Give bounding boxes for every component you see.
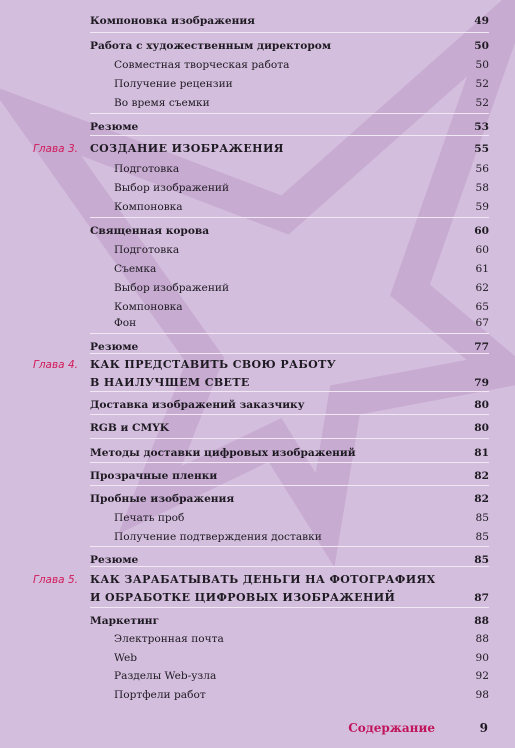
toc-separator [90, 485, 489, 486]
toc-entry-page: 77 [474, 341, 489, 353]
toc-entry-page: 60 [475, 244, 489, 256]
toc-entry-page: 85 [474, 554, 489, 566]
toc-chapter [0, 140, 515, 158]
toc-entry-title: Резюме [90, 121, 139, 133]
toc-separator [90, 414, 489, 415]
toc-entry-title: Маркетинг [90, 615, 160, 627]
toc-entry-page: 52 [475, 97, 489, 109]
toc-entry-page: 90 [475, 652, 489, 664]
toc-entry-page: 85 [475, 531, 489, 543]
toc-entry-title: Разделы Web-узла [114, 670, 217, 682]
toc-subentry [0, 509, 515, 527]
toc-entry-page: 81 [474, 447, 489, 459]
toc-entry-page: 79 [474, 377, 489, 389]
toc-entry-title: Методы доставки цифровых изображений [90, 447, 356, 459]
toc-chapter [0, 589, 515, 607]
toc-section [0, 444, 515, 462]
toc-section [0, 118, 515, 136]
toc-entry-title: Компоновка [114, 201, 183, 213]
toc-subentry [0, 260, 515, 278]
toc-subentry [0, 160, 515, 178]
toc-entry-page: 53 [474, 121, 489, 133]
toc-entry-page: 49 [474, 15, 489, 27]
toc-section [0, 612, 515, 630]
toc-entry-page: 50 [474, 40, 489, 52]
toc-entry-page: 67 [475, 317, 489, 329]
page-number: 9 [479, 721, 488, 735]
toc-separator [90, 607, 489, 608]
toc-subentry [0, 75, 515, 93]
toc-entry-page: 65 [475, 301, 489, 313]
toc-entry-title: Электронная почта [114, 633, 224, 645]
toc-entry-page: 98 [475, 689, 489, 701]
toc-entry-page: 59 [475, 201, 489, 213]
toc-entry-title: Компоновка [114, 301, 183, 313]
chapter-label: Глава 4. [33, 359, 78, 371]
toc-entry-title: Совместная творческая работа [114, 59, 290, 71]
toc-subentry [0, 179, 515, 197]
toc-entry-page: 55 [474, 143, 489, 155]
toc-section [0, 37, 515, 55]
toc-subentry [0, 198, 515, 216]
toc-entry-page: 61 [475, 263, 489, 275]
toc-entry-title: Подготовка [114, 244, 180, 256]
toc-entry-page: 52 [475, 78, 489, 90]
toc-entry-title: Пробные изображения [90, 493, 235, 505]
toc-entry-title: Резюме [90, 554, 139, 566]
toc-entry-page: 62 [475, 282, 489, 294]
toc-section [0, 490, 515, 508]
toc-entry-title: Получение рецензии [114, 78, 233, 90]
toc-entry-title: Доставка изображений заказчику [90, 399, 305, 411]
running-footer-title: Содержание [348, 721, 435, 735]
toc-chapter [0, 356, 515, 374]
toc-entry-page: 87 [474, 592, 489, 604]
toc-entry-title: Web [114, 652, 138, 664]
toc-entry-title: RGB и CMYK [90, 422, 169, 434]
toc-section [0, 419, 515, 437]
toc-separator [90, 32, 489, 33]
toc-entry-title: Получение подтверждения доставки [114, 531, 322, 543]
toc-section [0, 467, 515, 485]
toc-entry-page: 80 [474, 399, 489, 411]
toc-entry-title: Во время съемки [114, 97, 210, 109]
toc-subentry [0, 94, 515, 112]
toc-section [0, 396, 515, 414]
toc-entry-title: Выбор изображений [114, 182, 230, 194]
toc-entry-title: Прозрачные пленки [90, 470, 218, 482]
toc-section [0, 551, 515, 569]
toc-entry-title: Печать проб [114, 512, 185, 524]
toc-entry-title: Священная корова [90, 225, 210, 237]
toc-entry-title: Выбор изображений [114, 282, 230, 294]
toc-separator [90, 113, 489, 114]
toc-section [0, 12, 515, 30]
toc-entry-title: И ОБРАБОТКЕ ЦИФРОВЫХ ИЗОБРАЖЕНИЙ [90, 591, 396, 604]
toc-separator [90, 438, 489, 439]
toc-section [0, 338, 515, 356]
toc-subentry [0, 528, 515, 546]
toc-subentry [0, 630, 515, 648]
toc-entry-page: 82 [474, 470, 489, 482]
chapter-label: Глава 5. [33, 574, 78, 586]
toc-entry-title: Подготовка [114, 163, 180, 175]
toc-entry-title: КАК ПРЕДСТАВИТЬ СВОЮ РАБОТУ [90, 358, 337, 371]
toc-entry-page: 58 [475, 182, 489, 194]
toc-entry-page: 80 [474, 422, 489, 434]
toc-subentry [0, 314, 515, 332]
toc-entry-title: Компоновка изображения [90, 15, 256, 27]
toc-entry-title: Съемка [114, 263, 157, 275]
toc-entry-title: Портфели работ [114, 689, 206, 701]
toc-entry-title: В НАИЛУЧШЕМ СВЕТЕ [90, 376, 250, 389]
toc-subentry [0, 667, 515, 685]
toc-entry-title: КАК ЗАРАБАТЫВАТЬ ДЕНЬГИ НА ФОТОГРАФИЯХ [90, 573, 436, 586]
toc-entry-title: СОЗДАНИЕ ИЗОБРАЖЕНИЯ [90, 142, 284, 155]
toc-chapter [0, 374, 515, 392]
toc-entry-page: 85 [475, 512, 489, 524]
toc-entry-page: 56 [475, 163, 489, 175]
toc-entry-title: Работа с художественным директором [90, 40, 332, 52]
toc-entry-page: 82 [474, 493, 489, 505]
chapter-label: Глава 3. [33, 143, 78, 155]
toc-entry-page: 88 [475, 633, 489, 645]
toc-entry-title: Резюме [90, 341, 139, 353]
toc-separator [90, 217, 489, 218]
toc-subentry [0, 56, 515, 74]
toc-entry-page: 60 [474, 225, 489, 237]
toc-separator [90, 546, 489, 547]
toc-separator [90, 333, 489, 334]
toc-subentry [0, 241, 515, 259]
toc-separator [90, 462, 489, 463]
toc-entry-page: 50 [475, 59, 489, 71]
toc-entry-title: Фон [114, 317, 137, 329]
toc-entry-page: 88 [474, 615, 489, 627]
toc-subentry [0, 279, 515, 297]
toc-entry-page: 92 [475, 670, 489, 682]
toc-section [0, 222, 515, 240]
toc-chapter [0, 571, 515, 589]
toc-subentry [0, 649, 515, 667]
toc-subentry [0, 686, 515, 704]
